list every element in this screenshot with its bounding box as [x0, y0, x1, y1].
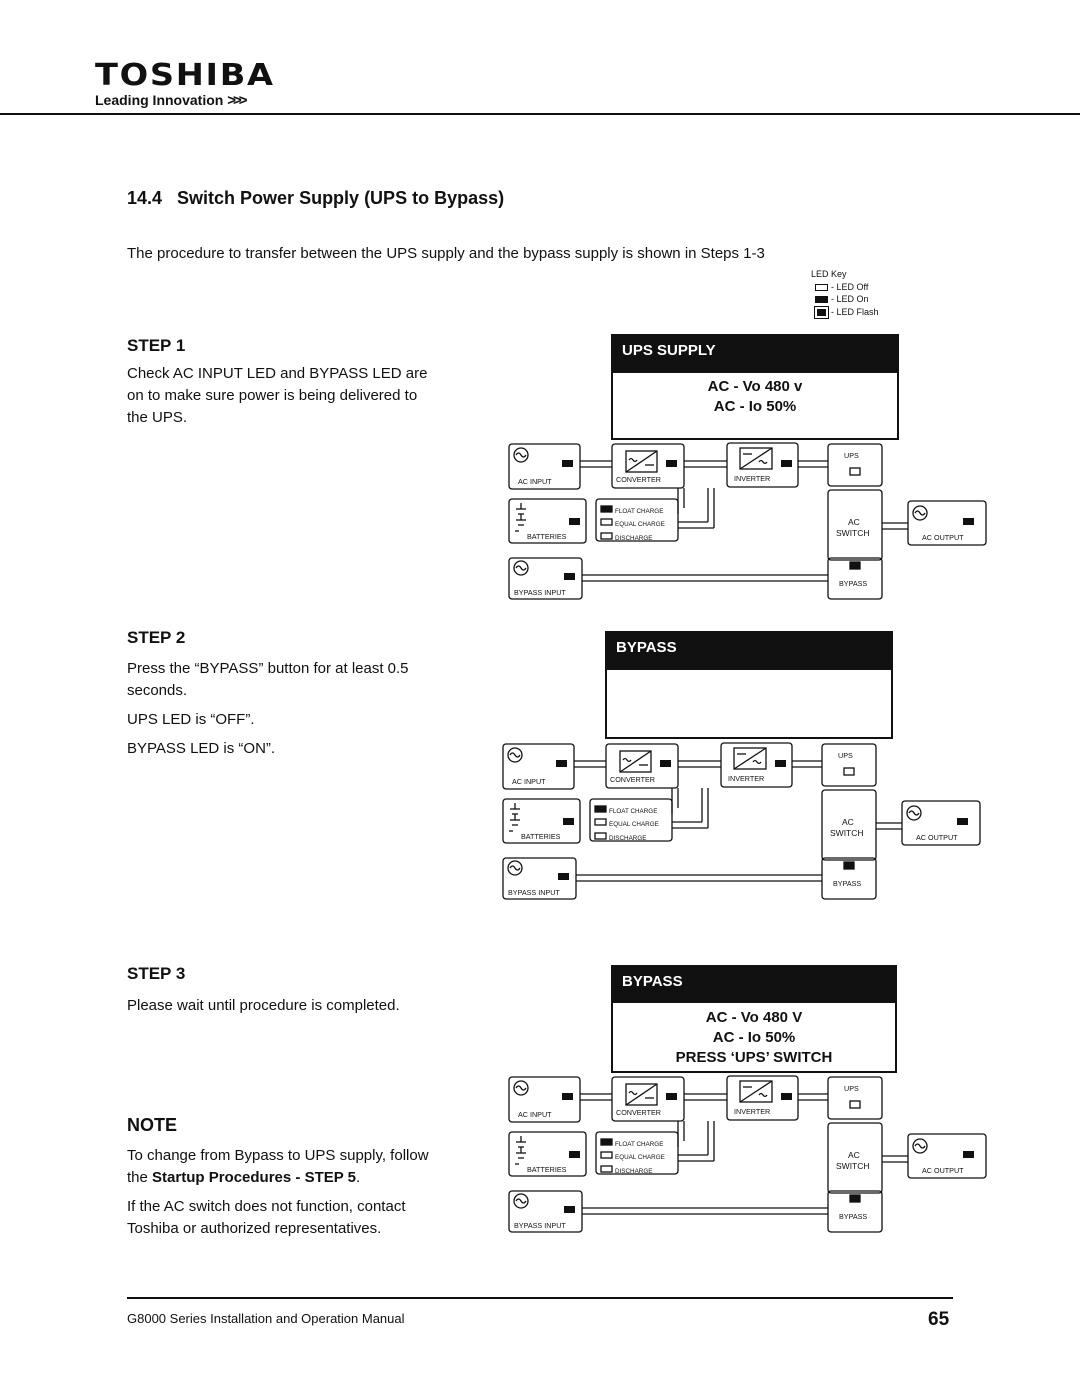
- inverter-label: INVERTER: [734, 1107, 771, 1116]
- step2-lcd: [605, 631, 893, 739]
- bypass-label: BYPASS: [839, 1212, 868, 1221]
- ac-input-led: [556, 760, 567, 767]
- lcd-line: AC - Io 50%: [713, 398, 797, 415]
- step1-title: STEP 1: [127, 336, 186, 355]
- ac-input-label: AC INPUT: [512, 777, 546, 786]
- converter-led: [660, 760, 671, 767]
- ac-switch-label: SWITCH: [836, 528, 870, 538]
- led-off-label: - LED Off: [831, 281, 869, 292]
- step1-diagram: [502, 441, 992, 616]
- step2-ups-led-text: UPS LED is “OFF”.: [127, 711, 255, 728]
- bypass-label: BYPASS: [839, 579, 868, 588]
- lcd-line: AC - Io 50%: [712, 1029, 796, 1046]
- inverter-led: [775, 760, 786, 767]
- step3-lcd: [611, 965, 897, 1073]
- inverter-led: [781, 460, 792, 467]
- led-key-title: LED Key: [811, 269, 847, 279]
- bypass-label: BYPASS: [833, 879, 862, 888]
- step2-bypass-led-text: BYPASS LED is “ON”.: [127, 740, 276, 757]
- led-key: [811, 268, 879, 318]
- ac-switch-label: AC: [848, 517, 860, 527]
- chevrons-icon: >>>: [227, 92, 245, 109]
- ac-output-led: [957, 818, 968, 825]
- led-flash-icon: [817, 309, 826, 316]
- step2-diagram: [496, 741, 986, 916]
- ac-output-label: AC OUTPUT: [922, 1166, 964, 1175]
- ac-output-led: [963, 1151, 974, 1158]
- converter-label: CONVERTER: [616, 1108, 661, 1117]
- led-key-on: [815, 293, 879, 306]
- ac-output-led: [963, 518, 974, 525]
- lcd-line: AC - Vo 480 V: [705, 1009, 803, 1026]
- bypass-input-label: BYPASS INPUT: [508, 888, 560, 897]
- note-line3: If the AC switch does not function, contact: [127, 1198, 406, 1215]
- float-charge-label: FLOAT CHARGE: [615, 508, 664, 515]
- step1-text: [127, 363, 427, 429]
- led-key-flash: [815, 306, 879, 319]
- equal-charge-label: EQUAL CHARGE: [615, 521, 665, 528]
- tagline-text: Leading Innovation: [95, 92, 224, 108]
- note-title: NOTE: [127, 1115, 178, 1135]
- equal-charge-label: EQUAL CHARGE: [609, 821, 659, 828]
- ac-output-label: AC OUTPUT: [916, 833, 958, 842]
- ac-switch-label: SWITCH: [836, 1161, 870, 1171]
- batteries-led: [563, 818, 574, 825]
- ac-input-label: AC INPUT: [518, 477, 552, 486]
- batteries-led: [569, 518, 580, 525]
- led-on-label: - LED On: [831, 294, 869, 304]
- bypass-input-led: [564, 573, 575, 580]
- step1-line3: the UPS.: [127, 409, 188, 426]
- header-divider: [0, 113, 1080, 115]
- startup-procedures-ref: Startup Procedures - STEP 5: [152, 1169, 356, 1186]
- ac-input-led: [562, 1093, 573, 1100]
- converter-led: [666, 1093, 677, 1100]
- step1-line2: on to make sure power is being delivered to: [127, 387, 418, 404]
- ups-led: [850, 1101, 860, 1108]
- note-line2-pre: the: [127, 1169, 153, 1186]
- batteries-label: BATTERIES: [521, 832, 561, 841]
- lcd-bar: BYPASS: [607, 633, 891, 670]
- converter-label: CONVERTER: [616, 475, 661, 484]
- led-on-icon: [815, 296, 828, 303]
- ups-label: UPS: [838, 751, 853, 760]
- batteries-led: [569, 1151, 580, 1158]
- ac-switch-label: AC: [842, 817, 854, 827]
- led-off-icon: [815, 284, 828, 291]
- step2-line2: seconds.: [127, 682, 188, 699]
- footer-manual-title: G8000 Series Installation and Operation Manual: [127, 1311, 405, 1326]
- discharge-label: DISCHARGE: [609, 835, 647, 842]
- note-line2: [127, 1167, 429, 1189]
- step2-line1: Press the “BYPASS” button for at least 0.5: [127, 660, 409, 677]
- note-line2-post: .: [355, 1169, 361, 1186]
- ac-switch-label: SWITCH: [830, 828, 864, 838]
- step1-lcd: [611, 334, 899, 440]
- note-text: [127, 1145, 429, 1240]
- bypass-led: [850, 562, 860, 569]
- bypass-input-label: BYPASS INPUT: [514, 1221, 566, 1230]
- ac-input-label: AC INPUT: [518, 1110, 552, 1119]
- note-line4: Toshiba or authorized representatives.: [127, 1220, 382, 1237]
- ac-input-led: [562, 460, 573, 467]
- batteries-label: BATTERIES: [527, 1165, 567, 1174]
- ups-label: UPS: [844, 1084, 859, 1093]
- bypass-input-led: [564, 1206, 575, 1213]
- note-line1: To change from Bypass to UPS supply, follow: [127, 1147, 429, 1164]
- equal-charge-label: EQUAL CHARGE: [615, 1154, 665, 1161]
- led-flash-label: - LED Flash: [831, 306, 879, 317]
- batteries-label: BATTERIES: [527, 532, 567, 541]
- converter-led: [666, 460, 677, 467]
- converter-label: CONVERTER: [610, 775, 655, 784]
- step3-text: Please wait until procedure is completed.: [127, 997, 400, 1014]
- ups-label: UPS: [844, 451, 859, 460]
- ups-led: [844, 768, 854, 775]
- bypass-input-label: BYPASS INPUT: [514, 588, 566, 597]
- step1-line1: Check AC INPUT LED and BYPASS LED are: [127, 365, 428, 382]
- step3-title: STEP 3: [127, 964, 186, 983]
- lcd-line: PRESS ‘UPS’ SWITCH: [675, 1049, 833, 1066]
- ups-led: [850, 468, 860, 475]
- bypass-led: [850, 1195, 860, 1202]
- ac-output-label: AC OUTPUT: [922, 533, 964, 542]
- discharge-label: DISCHARGE: [615, 1168, 653, 1175]
- step3-diagram: [502, 1074, 992, 1249]
- section-heading: 14.4 Switch Power Supply (UPS to Bypass): [127, 188, 505, 208]
- discharge-label: DISCHARGE: [615, 535, 653, 542]
- step2-title: STEP 2: [127, 628, 186, 647]
- toshiba-logo: TOSHIBA: [95, 58, 275, 93]
- float-charge-label: FLOAT CHARGE: [615, 1141, 664, 1148]
- led-key-off: [815, 281, 879, 294]
- bypass-input-led: [558, 873, 569, 880]
- page-number: 65: [928, 1309, 950, 1330]
- inverter-label: INVERTER: [734, 474, 771, 483]
- step2-text: [127, 658, 409, 760]
- ac-switch-label: AC: [848, 1150, 860, 1160]
- inverter-label: INVERTER: [728, 774, 765, 783]
- footer-divider: [127, 1297, 953, 1299]
- inverter-led: [781, 1093, 792, 1100]
- tagline: [95, 92, 245, 109]
- float-charge-label: FLOAT CHARGE: [609, 808, 658, 815]
- lcd-line: AC - Vo 480 v: [707, 378, 803, 395]
- lcd-bar: UPS SUPPLY: [613, 336, 897, 373]
- lcd-bar: BYPASS: [613, 967, 895, 1003]
- section-intro: The procedure to transfer between the UPS supply and the bypass supply is shown in Steps 1-3: [127, 245, 765, 262]
- bypass-led: [844, 862, 854, 869]
